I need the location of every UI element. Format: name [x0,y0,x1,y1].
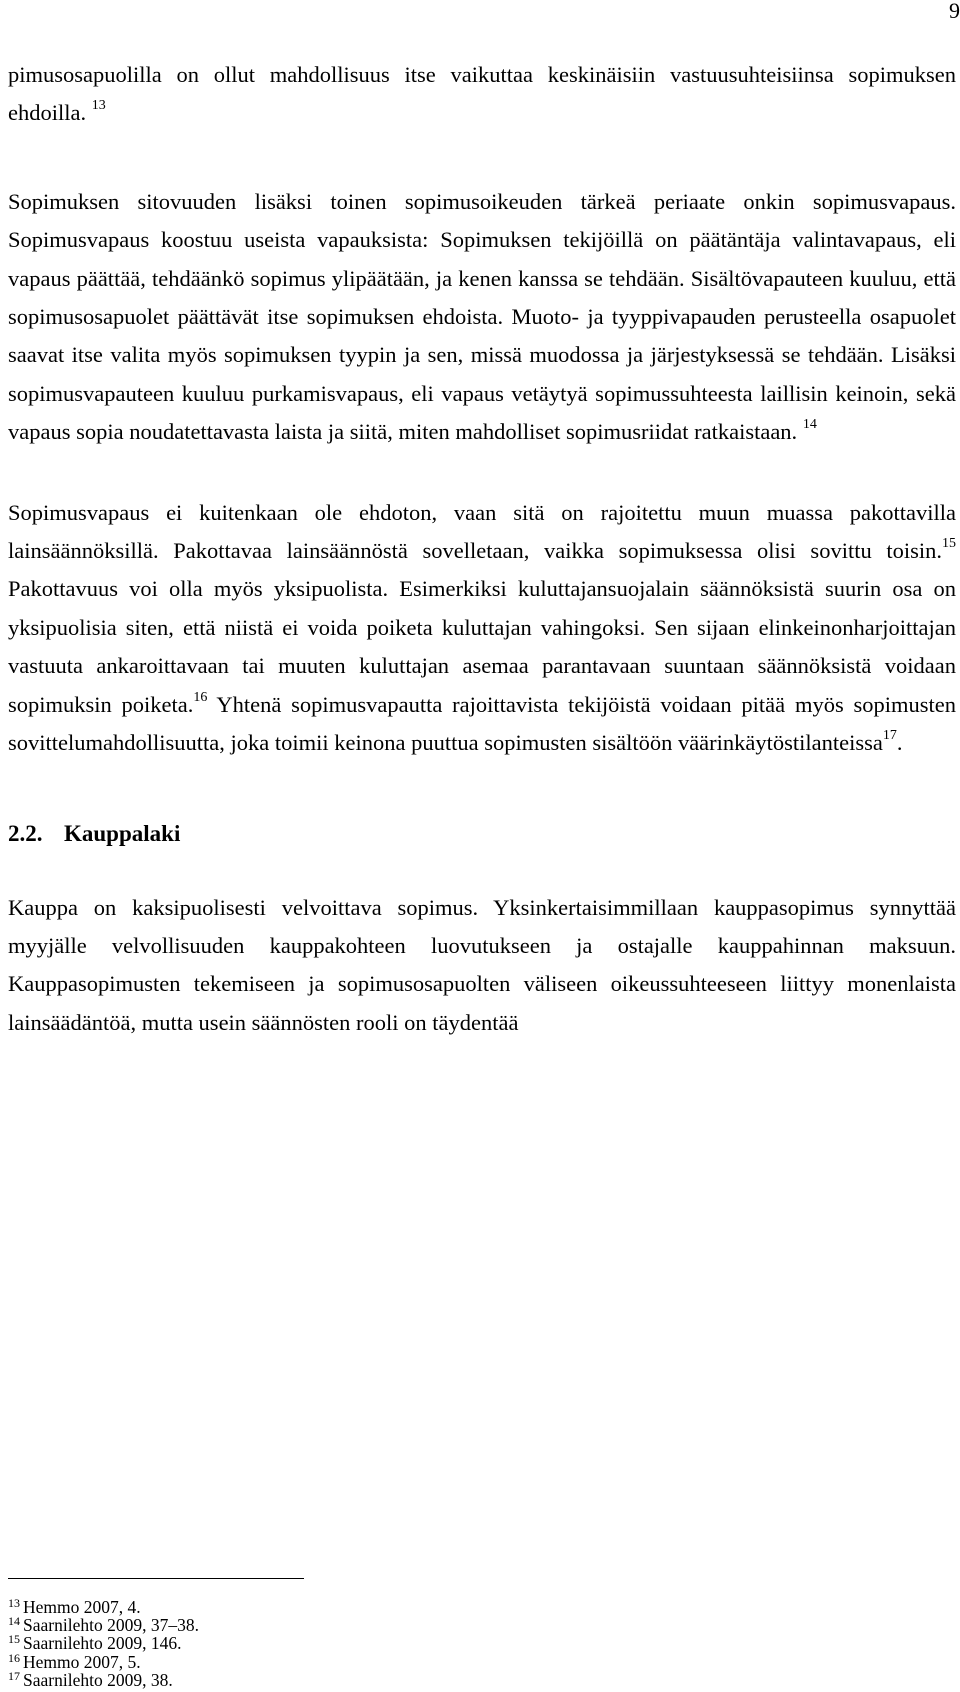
footnote-ref[interactable]: 13 [91,98,106,114]
paragraph-2 [8,183,956,452]
footnote-number: 15 [8,1632,20,1647]
paragraph-text: Sopimusvapaus ei kuitenkaan ole ehdoton, vaan sitä on rajoitettu muun muassa pakottavilla lainsäännöksillä. Pakottavaa lainsäännöstä sovelletaan, vaikka sopimuksessa olisi sovittu toisin. [8,499,956,564]
footnote-text: Hemmo 2007, 5. [23,1651,141,1672]
footnote [8,1634,608,1652]
footnote-text: Saarnilehto 2009, 37–38. [23,1615,199,1636]
footnote-text: Saarnilehto 2009, 146. [23,1633,182,1654]
paragraph-text: Yhtenä sopimusvapautta rajoittavista tekijöistä voidaan pitää myös sopimusten sovittelumahdollisuutta, joka toimii keinona puuttua sopimusten sisältöön väärinkäytöstilanteissa [8,691,956,756]
section-title: Kauppalaki [64,820,181,846]
section-number: 2.2. [8,820,43,846]
paragraph-text: pimusosapuolilla on ollut mahdollisuus itse vaikuttaa keskinäisiin vastuusuhteisiinsa sopimuksen ehdoilla. [8,62,956,126]
footnote [8,1598,608,1616]
footnote-ref[interactable]: 14 [802,417,817,433]
footnote [8,1650,608,1672]
paragraph-text: Sopimuksen sitovuuden lisäksi toinen sopimusoikeuden tärkeä periaate onkin sopimusvapaus. Sopimusvapaus koostuu useista vapauksista: Sopimuksen tekijöillä on päätäntäja valintavapaus, eli vapaus päättää, tehdäänkö sopimus ylipäätään, ja kenen kanssa se tehdään. Sisältövapauteen kuuluu, että sopimusosapuolet päättävät itse sopimuksen ehdoista. Muoto- ja tyyppivapauden perusteella osapuolet saavat itse valita myös sopimuksen tyypin ja sen, missä muodossa ja järjestyksessä se tehdään. Lisäksi sopimusvapauteen kuuluu purkamisvapaus, eli vapaus vetäytyä sopimussuhteesta laillisin keinoin, sekä vapaus sopia noudatettavasta laista ja siitä, miten mahdolliset sopimusriidat ratkaistaan. [8,188,956,445]
section-heading [8,819,956,849]
page-body [8,56,956,1082]
footnotes [8,1598,608,1689]
footnote-text: Saarnilehto 2009, 38. [23,1669,173,1690]
section-paragraph: Kauppa on kaksipuolisesti velvoittava sopimus. Yksinkertaisimmillaan kauppasopimus synnyttää myyjälle velvollisuuden kauppakohteen luovutukseen ja ostajalle kauppahinnan maksuun. Kauppasopimusten tekemiseen ja sopimusosapuolten väliseen oikeussuhteeseen liittyy monenlaista lainsäädäntöä, mutta usein säännösten rooli on täydentää [8,894,956,1035]
footnote-number: 16 [8,1650,20,1665]
footnote-divider [8,1578,304,1579]
footnote-text: Hemmo 2007, 4. [23,1597,141,1617]
paragraph-text: Pakottavuus voi olla myös yksipuolista. Esimerkiksi kuluttajansuojalain säännöksistä suurin osa on yksipuolisia siten, että niistä ei voida poiketa kuluttajan vahingoksi. Sen sijaan elinkeinonharjoittajan vastuuta ankaroittavaan tai muuten kuluttajan asemaa parantavaan suuntaan säännöksistä voidaan sopimuksin poiketa. [8,576,956,717]
paragraph-3 [8,494,956,763]
footnote [8,1616,608,1634]
footnote-number: 17 [8,1668,20,1683]
footnote-ref[interactable]: 15 [942,536,956,552]
paragraph-text: . [896,730,903,756]
footnote [8,1668,608,1690]
footnote-number: 13 [8,1596,20,1610]
footnote-ref[interactable]: 17 [882,728,897,744]
footnote-number: 14 [8,1614,20,1629]
paragraph-1 [8,56,956,133]
page-number: 9 [949,0,960,23]
footnote-ref[interactable]: 16 [193,689,208,705]
